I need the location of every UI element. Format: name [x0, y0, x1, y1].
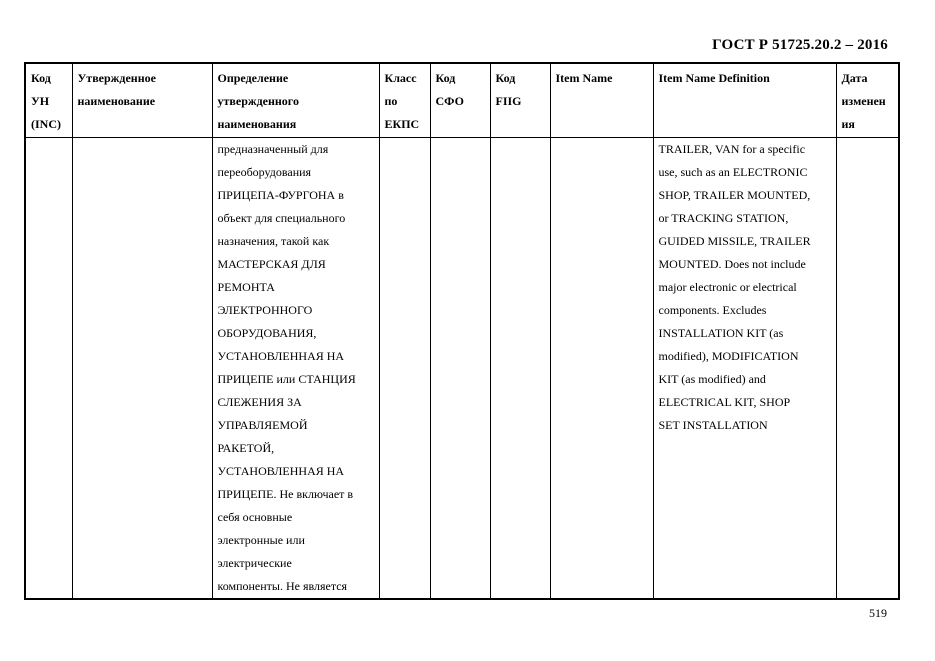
- header-approved-name: [72, 63, 212, 138]
- text-line: KIT (as modified) and: [658, 372, 766, 386]
- header-sfo-code: [430, 63, 490, 138]
- text-line: назначения, такой как: [217, 234, 330, 248]
- cell-approved-name: [72, 138, 212, 600]
- text-line: GUIDED MISSILE, TRAILER: [658, 234, 811, 248]
- table-header-row: [25, 63, 899, 138]
- text-line: РАКЕТОЙ,: [217, 441, 275, 455]
- page-number: 519: [869, 606, 887, 620]
- text-line: (INC): [31, 117, 61, 131]
- cell-sfo-code: [430, 138, 490, 600]
- text-line: наименование: [77, 94, 156, 108]
- cell-fiig-code: [490, 138, 550, 600]
- catalog-table: [24, 62, 900, 600]
- text-line: Код: [435, 71, 456, 85]
- text-line: РЕМОНТА: [217, 280, 275, 294]
- text-line: components. Excludes: [658, 303, 767, 317]
- text-line: Определение: [217, 71, 289, 85]
- text-line: ЕКПС: [384, 117, 420, 131]
- header-item-name-definition: [653, 63, 836, 138]
- text-line: ОБОРУДОВАНИЯ,: [217, 326, 317, 340]
- text-line: or TRACKING STATION,: [658, 211, 789, 225]
- text-line: ПРИЦЕПА-ФУРГОНА в: [217, 188, 344, 202]
- text-line: УН: [31, 94, 50, 108]
- header-inc-code: [25, 63, 72, 138]
- cell-item-name: [550, 138, 653, 600]
- text-line: ЭЛЕКТРОННОГО: [217, 303, 313, 317]
- text-line: Код: [31, 71, 51, 85]
- cell-definition-ru: [212, 138, 379, 600]
- text-line: по: [384, 94, 398, 108]
- text-line: SHOP, TRAILER MOUNTED,: [658, 188, 811, 202]
- header-change-date: [836, 63, 899, 138]
- text-line: major electronic or electrical: [658, 280, 797, 294]
- text-line: Утвержденное: [77, 71, 156, 85]
- header-fiig-code: [490, 63, 550, 138]
- text-line: СФО: [435, 94, 464, 108]
- standard-code: ГОСТ Р 51725.20.2 – 2016: [712, 37, 888, 53]
- text-line: ПРИЦЕПЕ. Не включает в: [217, 487, 354, 501]
- cell-change-date: [836, 138, 899, 600]
- cell-inc-code: [25, 138, 72, 600]
- cell-ekps-class: [379, 138, 430, 600]
- text-line: себя основные: [217, 510, 293, 524]
- text-line: наименования: [217, 117, 297, 131]
- text-line: Дата: [841, 71, 868, 85]
- header-item-name: [550, 63, 653, 138]
- cell-definition-en: [653, 138, 836, 600]
- text-line: компоненты. Не является: [217, 579, 348, 593]
- header-ekps-class: [379, 63, 430, 138]
- text-line: утвержденного: [217, 94, 299, 108]
- text-line: предназначенный для: [217, 142, 329, 156]
- header-definition-ru: [212, 63, 379, 138]
- text-line: TRAILER, VAN for a specific: [658, 142, 806, 156]
- text-line: ия: [841, 117, 855, 131]
- text-line: MOUNTED. Does not include: [658, 257, 806, 271]
- text-line: СЛЕЖЕНИЯ ЗА: [217, 395, 302, 409]
- text-line: МАСТЕРСКАЯ ДЛЯ: [217, 257, 326, 271]
- text-line: modified), MODIFICATION: [658, 349, 799, 363]
- text-line: Item Name Definition: [658, 71, 770, 85]
- text-line: SET INSTALLATION: [658, 418, 768, 432]
- text-line: Item Name: [555, 71, 613, 85]
- text-line: Код: [495, 71, 516, 85]
- text-line: ПРИЦЕПЕ или СТАНЦИЯ: [217, 372, 356, 386]
- text-line: изменен: [841, 94, 886, 108]
- text-line: УПРАВЛЯЕМОЙ: [217, 418, 308, 432]
- text-line: INSTALLATION KIT (as: [658, 326, 784, 340]
- table-row: [25, 138, 899, 600]
- text-line: переоборудования: [217, 165, 312, 179]
- text-line: ELECTRICAL KIT, SHOP: [658, 395, 791, 409]
- text-line: УСТАНОВЛЕННАЯ НА: [217, 349, 345, 363]
- text-line: FIIG: [495, 94, 522, 108]
- text-line: электрические: [217, 556, 292, 570]
- text-line: use, such as an ELECTRONIC: [658, 165, 808, 179]
- text-line: УСТАНОВЛЕННАЯ НА: [217, 464, 345, 478]
- text-line: электронные или: [217, 533, 305, 547]
- text-line: объект для специального: [217, 211, 346, 225]
- text-line: Класс: [384, 71, 417, 85]
